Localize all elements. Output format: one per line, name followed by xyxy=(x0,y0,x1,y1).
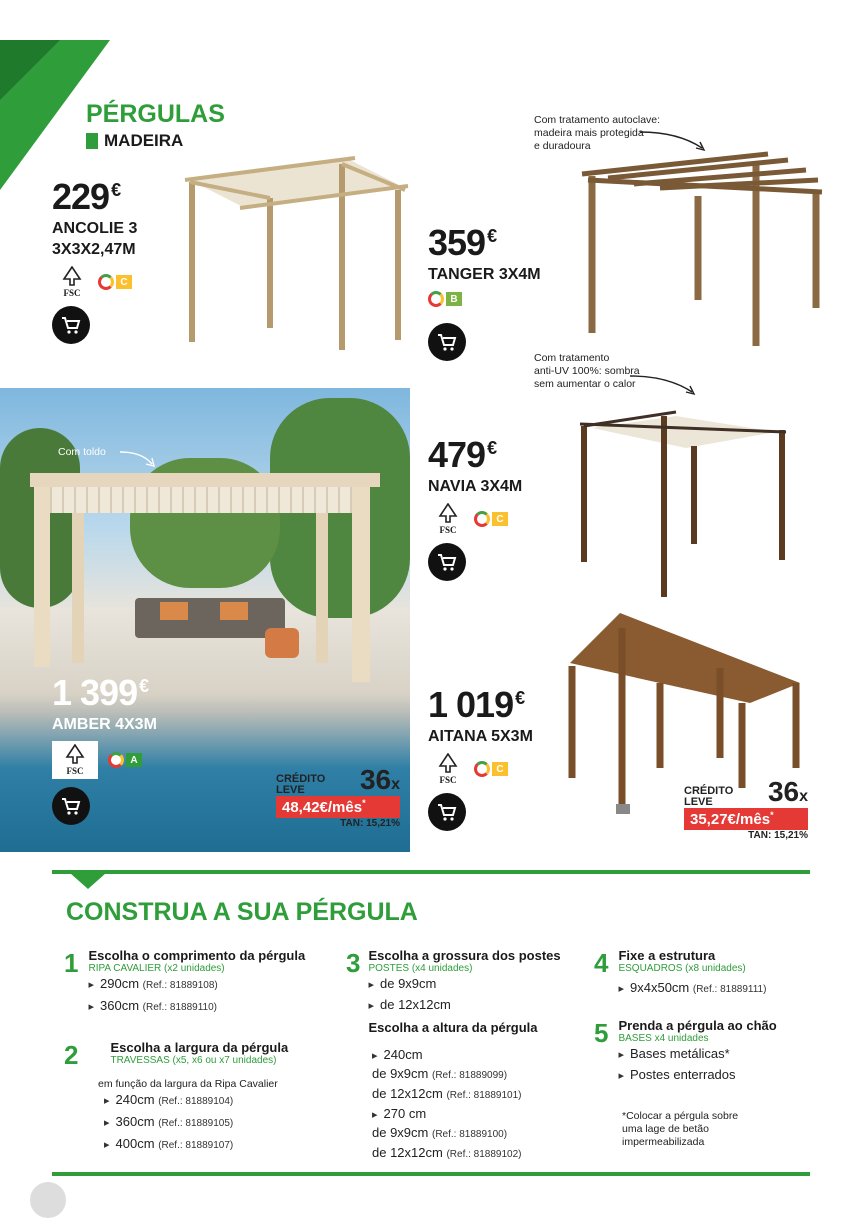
energy-icon xyxy=(428,291,444,307)
cushion xyxy=(160,602,188,620)
step-number: 3 xyxy=(346,948,361,978)
option-item: ▸ 270 cm xyxy=(372,1105,522,1124)
option-item: de 9x9cm (Ref.: 81889099) xyxy=(372,1066,508,1081)
step-number: 2 xyxy=(64,1040,79,1070)
energy-label: B xyxy=(428,291,541,307)
product-tanger xyxy=(428,222,541,361)
tree-icon xyxy=(60,266,84,286)
add-to-cart-button[interactable] xyxy=(428,323,466,361)
product-name: AITANA 5X3M xyxy=(428,728,533,745)
tan-rate: TAN: 15,21% xyxy=(340,818,400,829)
price: 359 € xyxy=(428,222,497,263)
step-heading: Prenda a pérgula ao chão xyxy=(618,1018,777,1033)
option-item: ▸ 360cm (Ref.: 81889110) xyxy=(88,996,305,1018)
feature-note-toldo: Com toldo xyxy=(58,446,106,458)
footer-logo xyxy=(30,1182,66,1218)
monthly-payment: 35,27€/mês* xyxy=(684,808,808,830)
divider-notch xyxy=(70,873,106,889)
step-heading: Fixe a estrutura xyxy=(618,948,716,963)
step-1 xyxy=(64,948,305,1018)
feature-note-autoclave: Com tratamento autoclave: madeira mais protegida e duradoura xyxy=(534,114,661,152)
arrow-icon xyxy=(118,448,158,468)
energy-label: A xyxy=(108,752,142,768)
pergola-tanger-image xyxy=(578,148,828,353)
step-heading: Escolha o comprimento da pérgula xyxy=(88,948,306,963)
step-sub: ESQUADROS (x8 unidades) xyxy=(618,963,746,974)
sofa xyxy=(135,598,285,638)
metal-base xyxy=(616,804,630,814)
tree-icon xyxy=(63,744,87,764)
pergola-canopy xyxy=(40,487,370,513)
subtitle-text: MADEIRA xyxy=(104,131,184,150)
cart-icon xyxy=(437,553,457,571)
step-sub: TRAVESSAS (x5, x6 ou x7 unidades) xyxy=(110,1055,277,1066)
energy-icon xyxy=(98,274,114,290)
pouf xyxy=(265,628,299,658)
section-divider xyxy=(52,870,810,874)
add-to-cart-button[interactable] xyxy=(52,787,90,825)
price: 479 € xyxy=(428,434,497,475)
fsc-logo: FSC xyxy=(428,753,468,785)
option-item: ▸ 9x4x50cm (Ref.: 81889111) xyxy=(618,978,766,1000)
product-navia xyxy=(428,434,522,581)
energy-icon xyxy=(474,761,490,777)
step-2 xyxy=(64,1040,288,1071)
energy-label: C xyxy=(474,511,508,527)
pergola-navia-image xyxy=(576,402,791,602)
height-options xyxy=(372,1046,522,1164)
energy-icon xyxy=(474,511,490,527)
option-item: ▸ 400cm (Ref.: 81889107) xyxy=(104,1134,278,1156)
option-item: de 12x12cm (Ref.: 81889102) xyxy=(372,1145,522,1160)
option-item: ▸ 240cm (Ref.: 81889104) xyxy=(104,1090,278,1112)
step-number: 1 xyxy=(64,948,79,978)
step-sub: BASES x4 unidades xyxy=(618,1033,709,1044)
add-to-cart-button[interactable] xyxy=(428,793,466,831)
step-heading: Escolha a grossura dos postes xyxy=(368,948,561,963)
credit-leve-amber: CRÉDITO LEVE 36x 48,42€/mês* TAN: 15,21% xyxy=(276,764,400,829)
option-item: de 9x9cm (Ref.: 81889100) xyxy=(372,1125,508,1140)
product-name: NAVIA 3X4M xyxy=(428,478,523,495)
tree-icon xyxy=(436,753,460,773)
cart-icon xyxy=(437,803,457,821)
tan-rate: TAN: 15,21% xyxy=(748,830,808,841)
step-number: 4 xyxy=(594,948,609,978)
footer-divider xyxy=(52,1172,810,1176)
option-item: ▸ 290cm (Ref.: 81889108) xyxy=(88,974,305,996)
step-sub: POSTES (x4 unidades) xyxy=(368,963,473,974)
product-name: AMBER 4X3M xyxy=(52,716,157,733)
product-amber xyxy=(52,672,157,825)
step-3 xyxy=(346,948,561,1035)
step-5 xyxy=(594,1018,777,1086)
fsc-logo: FSC xyxy=(52,266,92,298)
option-item: ▸ 360cm (Ref.: 81889105) xyxy=(104,1112,278,1134)
feature-note-antiuv: Com tratamento anti-UV 100%: sombra sem aumentar o calor xyxy=(534,352,640,390)
price: 1 019 € xyxy=(428,684,525,725)
step-sub: RIPA CAVALIER (x2 unidades) xyxy=(88,963,225,974)
subtitle-marker xyxy=(86,133,98,149)
product-name: TANGER 3X4M xyxy=(428,266,541,283)
page-title xyxy=(86,100,225,151)
product-aitana xyxy=(428,684,533,831)
pergola-ancolie-image xyxy=(180,150,415,360)
product-size: 3X3X2,47M xyxy=(52,241,136,258)
step-note: em função da largura da Ripa Cavalier xyxy=(98,1078,278,1090)
step-number: 5 xyxy=(594,1018,609,1048)
title-text: PÉRGULAS xyxy=(86,100,225,128)
fsc-logo: FSC xyxy=(52,741,98,779)
add-to-cart-button[interactable] xyxy=(52,306,90,344)
build-title: CONSTRUA A SUA PÉRGULA xyxy=(66,898,418,926)
pergola-beam xyxy=(30,473,380,487)
step-heading-2: Escolha a altura da pérgula xyxy=(368,1020,538,1035)
arrow-icon xyxy=(628,372,698,398)
energy-icon xyxy=(108,752,124,768)
cart-icon xyxy=(61,316,81,334)
add-to-cart-button[interactable] xyxy=(428,543,466,581)
option-item: ▸ 240cm xyxy=(372,1046,522,1065)
energy-label: C xyxy=(98,274,132,290)
pergola-post xyxy=(352,487,370,682)
step-4 xyxy=(594,948,766,1000)
option-item: ▸ Bases metálicas* xyxy=(618,1044,776,1065)
cushion xyxy=(220,602,248,620)
option-item: ▸ de 9x9cm xyxy=(368,974,560,995)
price: 229 € xyxy=(52,176,121,217)
fsc-logo: FSC xyxy=(428,503,468,535)
cart-icon xyxy=(61,797,81,815)
energy-label: C xyxy=(474,761,508,777)
product-name: ANCOLIE 3 xyxy=(52,220,138,237)
pergola-post xyxy=(72,513,84,663)
cart-icon xyxy=(437,333,457,351)
product-ancolie xyxy=(52,176,137,344)
price: 1 399 € xyxy=(52,672,149,713)
footnote: *Colocar a pérgula sobre uma lage de betão impermeabilizada xyxy=(622,1110,739,1148)
pergola-post xyxy=(34,487,50,667)
monthly-payment: 48,42€/mês* xyxy=(276,796,400,818)
option-item: ▸ Postes enterrados xyxy=(618,1065,776,1086)
step-2-options xyxy=(98,1078,278,1156)
option-item: de 12x12cm (Ref.: 81889101) xyxy=(372,1086,522,1101)
pergola-post xyxy=(316,513,328,663)
tree-icon xyxy=(436,503,460,523)
option-item: ▸ de 12x12cm xyxy=(368,995,560,1016)
step-heading: Escolha a largura da pérgula xyxy=(110,1040,289,1055)
credit-leve-aitana: CRÉDITO LEVE 36x 35,27€/mês* TAN: 15,21% xyxy=(684,776,808,841)
